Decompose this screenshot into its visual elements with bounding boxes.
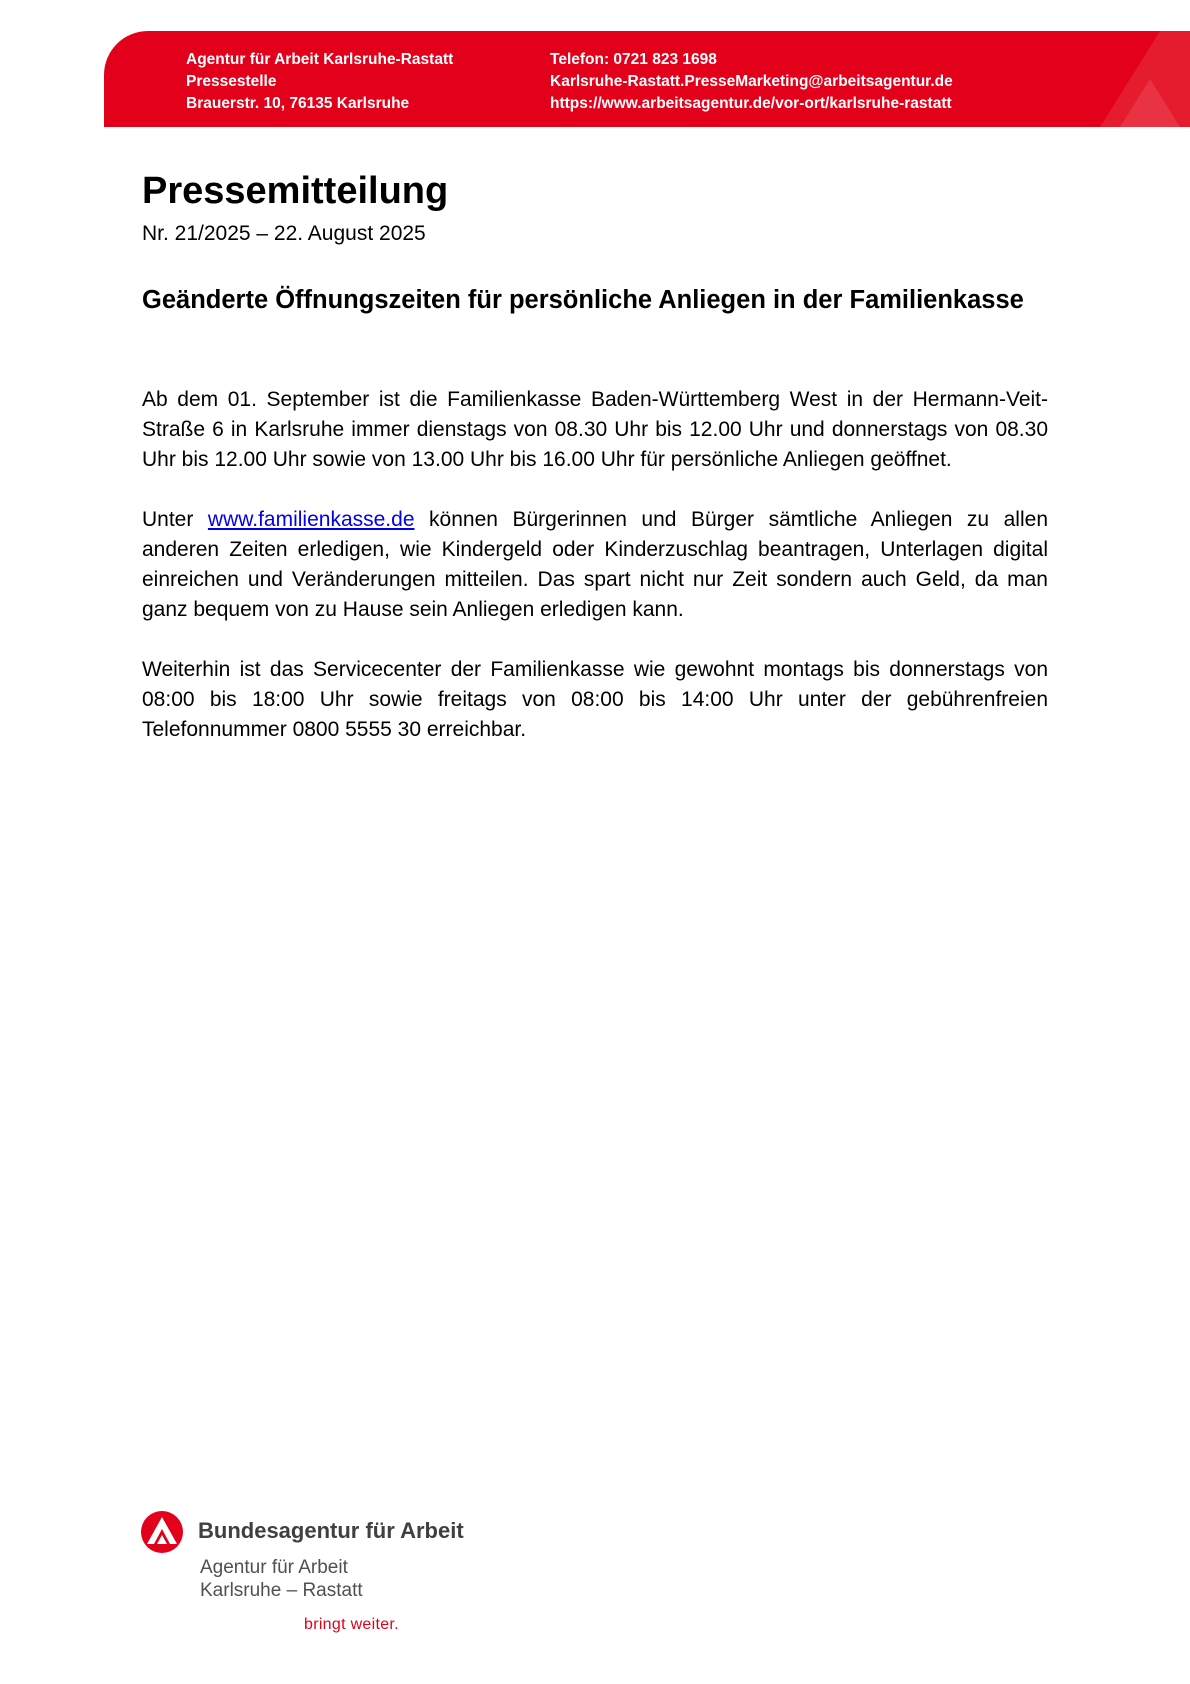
header-agency: Agentur für Arbeit Karlsruhe-Rastatt — [186, 51, 454, 68]
header-contact-right — [550, 49, 953, 115]
header-band — [104, 31, 1190, 127]
paragraph-text: können Bürgerinnen und Bürger sämtliche Anliegen zu allen anderen Zeiten erledigen, wie Kindergeld oder Kinderzuschlag beantragen, Unterlagen digital einreichen und Veränderungen mitteilen. Das spart nicht nur Zeit sondern auch Geld, da man ganz bequem von zu Hause sein Anliegen erledigen kann. — [142, 508, 1048, 621]
familienkasse-link[interactable]: www.familienkasse.de — [207, 508, 415, 531]
logo-sub-line: Agentur für Arbeit — [200, 1557, 348, 1578]
ba-logo-icon — [140, 1510, 184, 1554]
header-address: Brauerstr. 10, 76135 Karlsruhe — [186, 95, 410, 112]
issue-number-date: Nr. 21/2025 – 22. August 2025 — [142, 222, 426, 245]
logo-name: Bundesagentur für Arbeit — [198, 1518, 464, 1543]
logo-tagline: bringt weiter. — [304, 1616, 399, 1633]
paragraph-online-services — [142, 505, 1048, 625]
header-email[interactable]: Karlsruhe-Rastatt.PresseMarketing@arbeitsagentur.de — [550, 73, 953, 90]
header-phone: Telefon: 0721 823 1698 — [550, 51, 717, 68]
paragraph-opening-hours: Ab dem 01. September ist die Familienkasse Baden-Württemberg West in der Hermann-Veit-Straße 6 in Karlsruhe immer dienstags von 08.30 Uhr bis 12.00 Uhr und donnerstags von 08.30 Uhr bis 12.00 Uhr sowie von 13.00 Uhr bis 16.00 Uhr für persönliche Anliegen geöffnet. — [142, 388, 1048, 471]
paragraph-servicecenter: Weiterhin ist das Servicecenter der Familienkasse wie gewohnt montags bis donnerstags von 08:00 bis 18:00 Uhr sowie freitags von 08:00 bis 14:00 Uhr unter der gebührenfreien Telefonnummer 0800 5555 30 erreichbar. — [142, 658, 1048, 741]
logo-sub-line: Karlsruhe – Rastatt — [200, 1580, 363, 1601]
header-website[interactable]: https://www.arbeitsagentur.de/vor-ort/karlsruhe-rastatt — [550, 95, 952, 112]
press-headline: Geänderte Öffnungszeiten für persönliche Anliegen in der Familienkasse — [142, 286, 1024, 314]
paragraph-text: Unter — [142, 508, 194, 531]
footer-logo — [140, 1510, 480, 1640]
logo-subtitle — [200, 1556, 363, 1602]
header-department: Pressestelle — [186, 73, 277, 90]
header-decoration-icon — [990, 31, 1190, 127]
header-contact-left — [186, 49, 453, 115]
page-title: Pressemitteilung — [142, 170, 449, 212]
